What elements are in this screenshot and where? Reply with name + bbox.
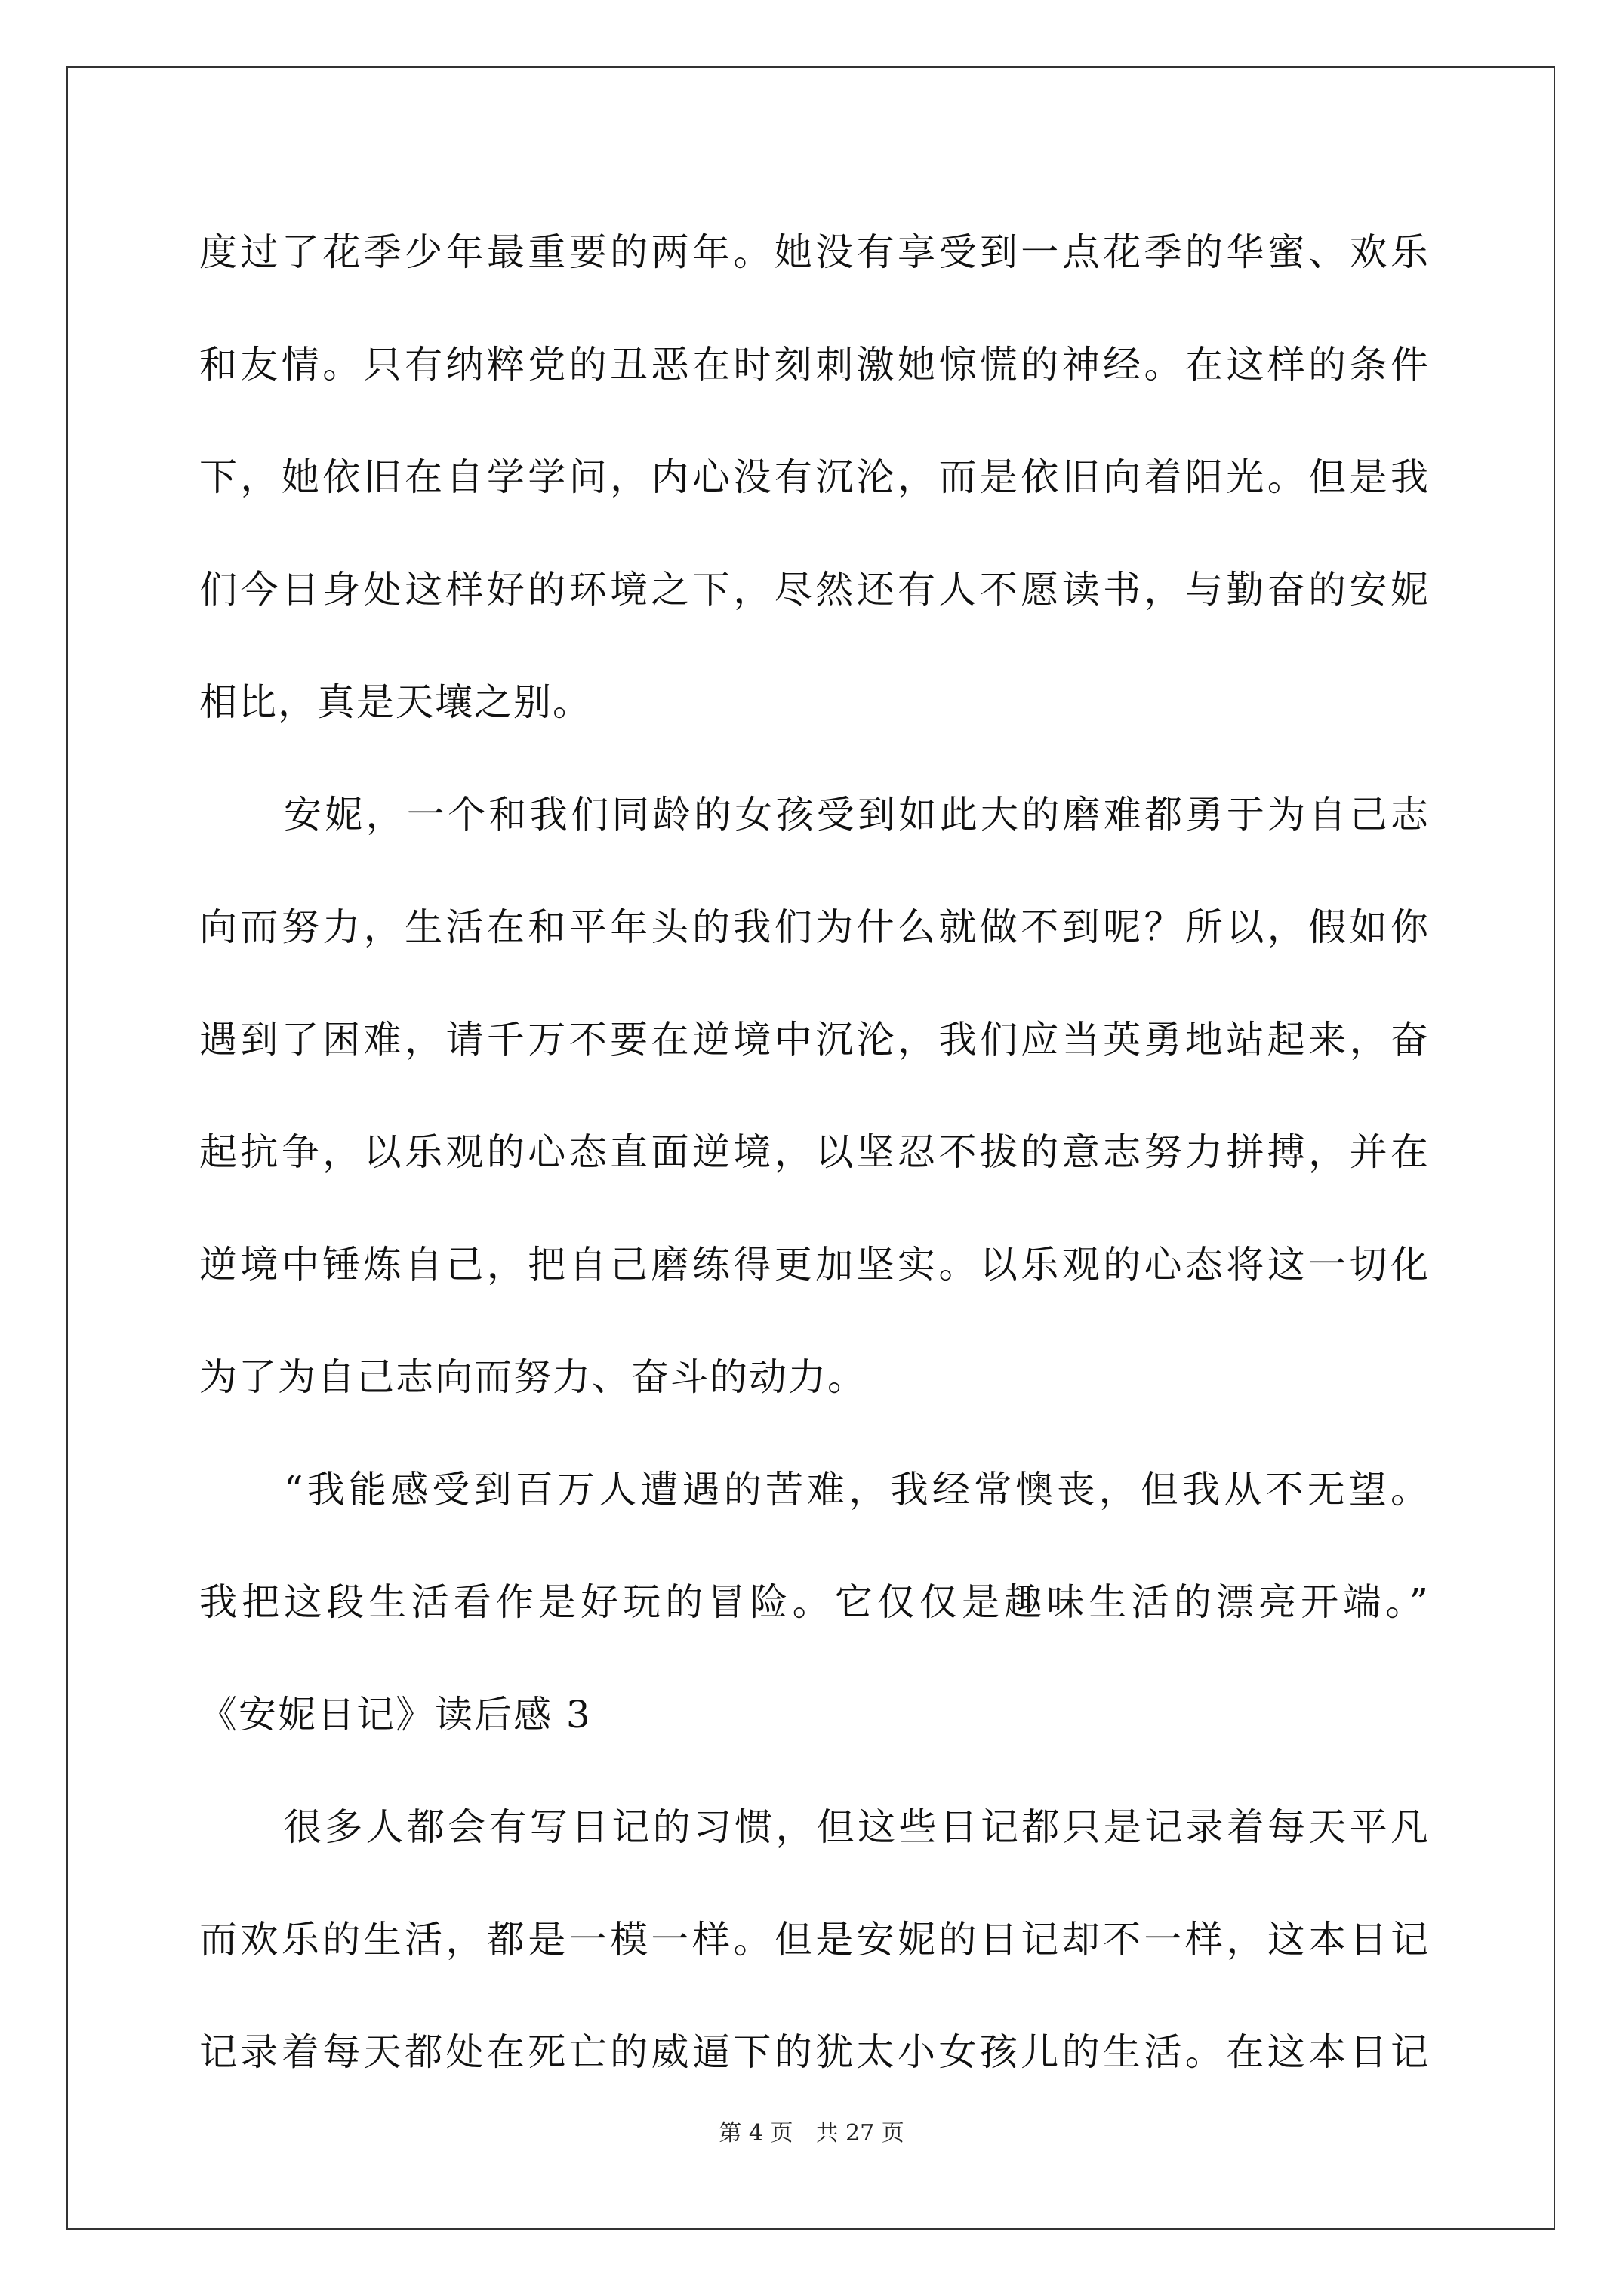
body-text-line: 相比，真是天壤之别。 xyxy=(199,680,592,724)
page-number-footer: 第 4 页 共 27 页 xyxy=(719,2120,904,2147)
body-text-line: 下，她依旧在自学学问，内心没有沉沦，而是依旧向着阳光。但是我 xyxy=(199,455,1430,499)
body-text-line: 起抗争，以乐观的心态直面逆境，以坚忍不拔的意志努力拼搏，并在 xyxy=(199,1130,1430,1174)
body-text-line: 为了为自己志向而努力、奋斗的动力。 xyxy=(199,1355,867,1399)
body-text-line: 很多人都会有写日记的习惯，但这些日记都只是记录着每天平凡 xyxy=(284,1805,1430,1849)
body-text-line: 记录着每天都处在死亡的威逼下的犹太小女孩儿的生活。在这本日记 xyxy=(199,2030,1430,2074)
body-text-line: 向而努力，生活在和平年头的我们为什么就做不到呢？所以，假如你 xyxy=(199,905,1430,949)
quote-line: “我能感受到百万人遭遇的苦难，我经常懊丧，但我从不无望。 xyxy=(284,1468,1430,1512)
quote-line: 我把这段生活看作是好玩的冒险。它仅仅是趣味生活的漂亮开端。” xyxy=(199,1580,1430,1624)
body-text-line: 度过了花季少年最重要的两年。她没有享受到一点花季的华蜜、欢乐 xyxy=(199,230,1430,274)
body-text-line: 逆境中锤炼自己，把自己磨练得更加坚实。以乐观的心态将这一切化 xyxy=(199,1243,1430,1287)
body-text-line: 而欢乐的生活，都是一模一样。但是安妮的日记却不一样，这本日记 xyxy=(199,1918,1430,1962)
body-text-line: 遇到了困难，请千万不要在逆境中沉沦，我们应当英勇地站起来，奋 xyxy=(199,1018,1430,1062)
body-text-line: 们今日身处这样好的环境之下，尽然还有人不愿读书，与勤奋的安妮 xyxy=(199,568,1430,612)
body-text-line: 和友情。只有纳粹党的丑恶在时刻刺激她惊慌的神经。在这样的条件 xyxy=(199,343,1430,387)
section-heading: 《安妮日记》读后感 3 xyxy=(199,1693,592,1737)
body-text-line: 安妮，一个和我们同龄的女孩受到如此大的磨难都勇于为自己志 xyxy=(284,793,1430,837)
